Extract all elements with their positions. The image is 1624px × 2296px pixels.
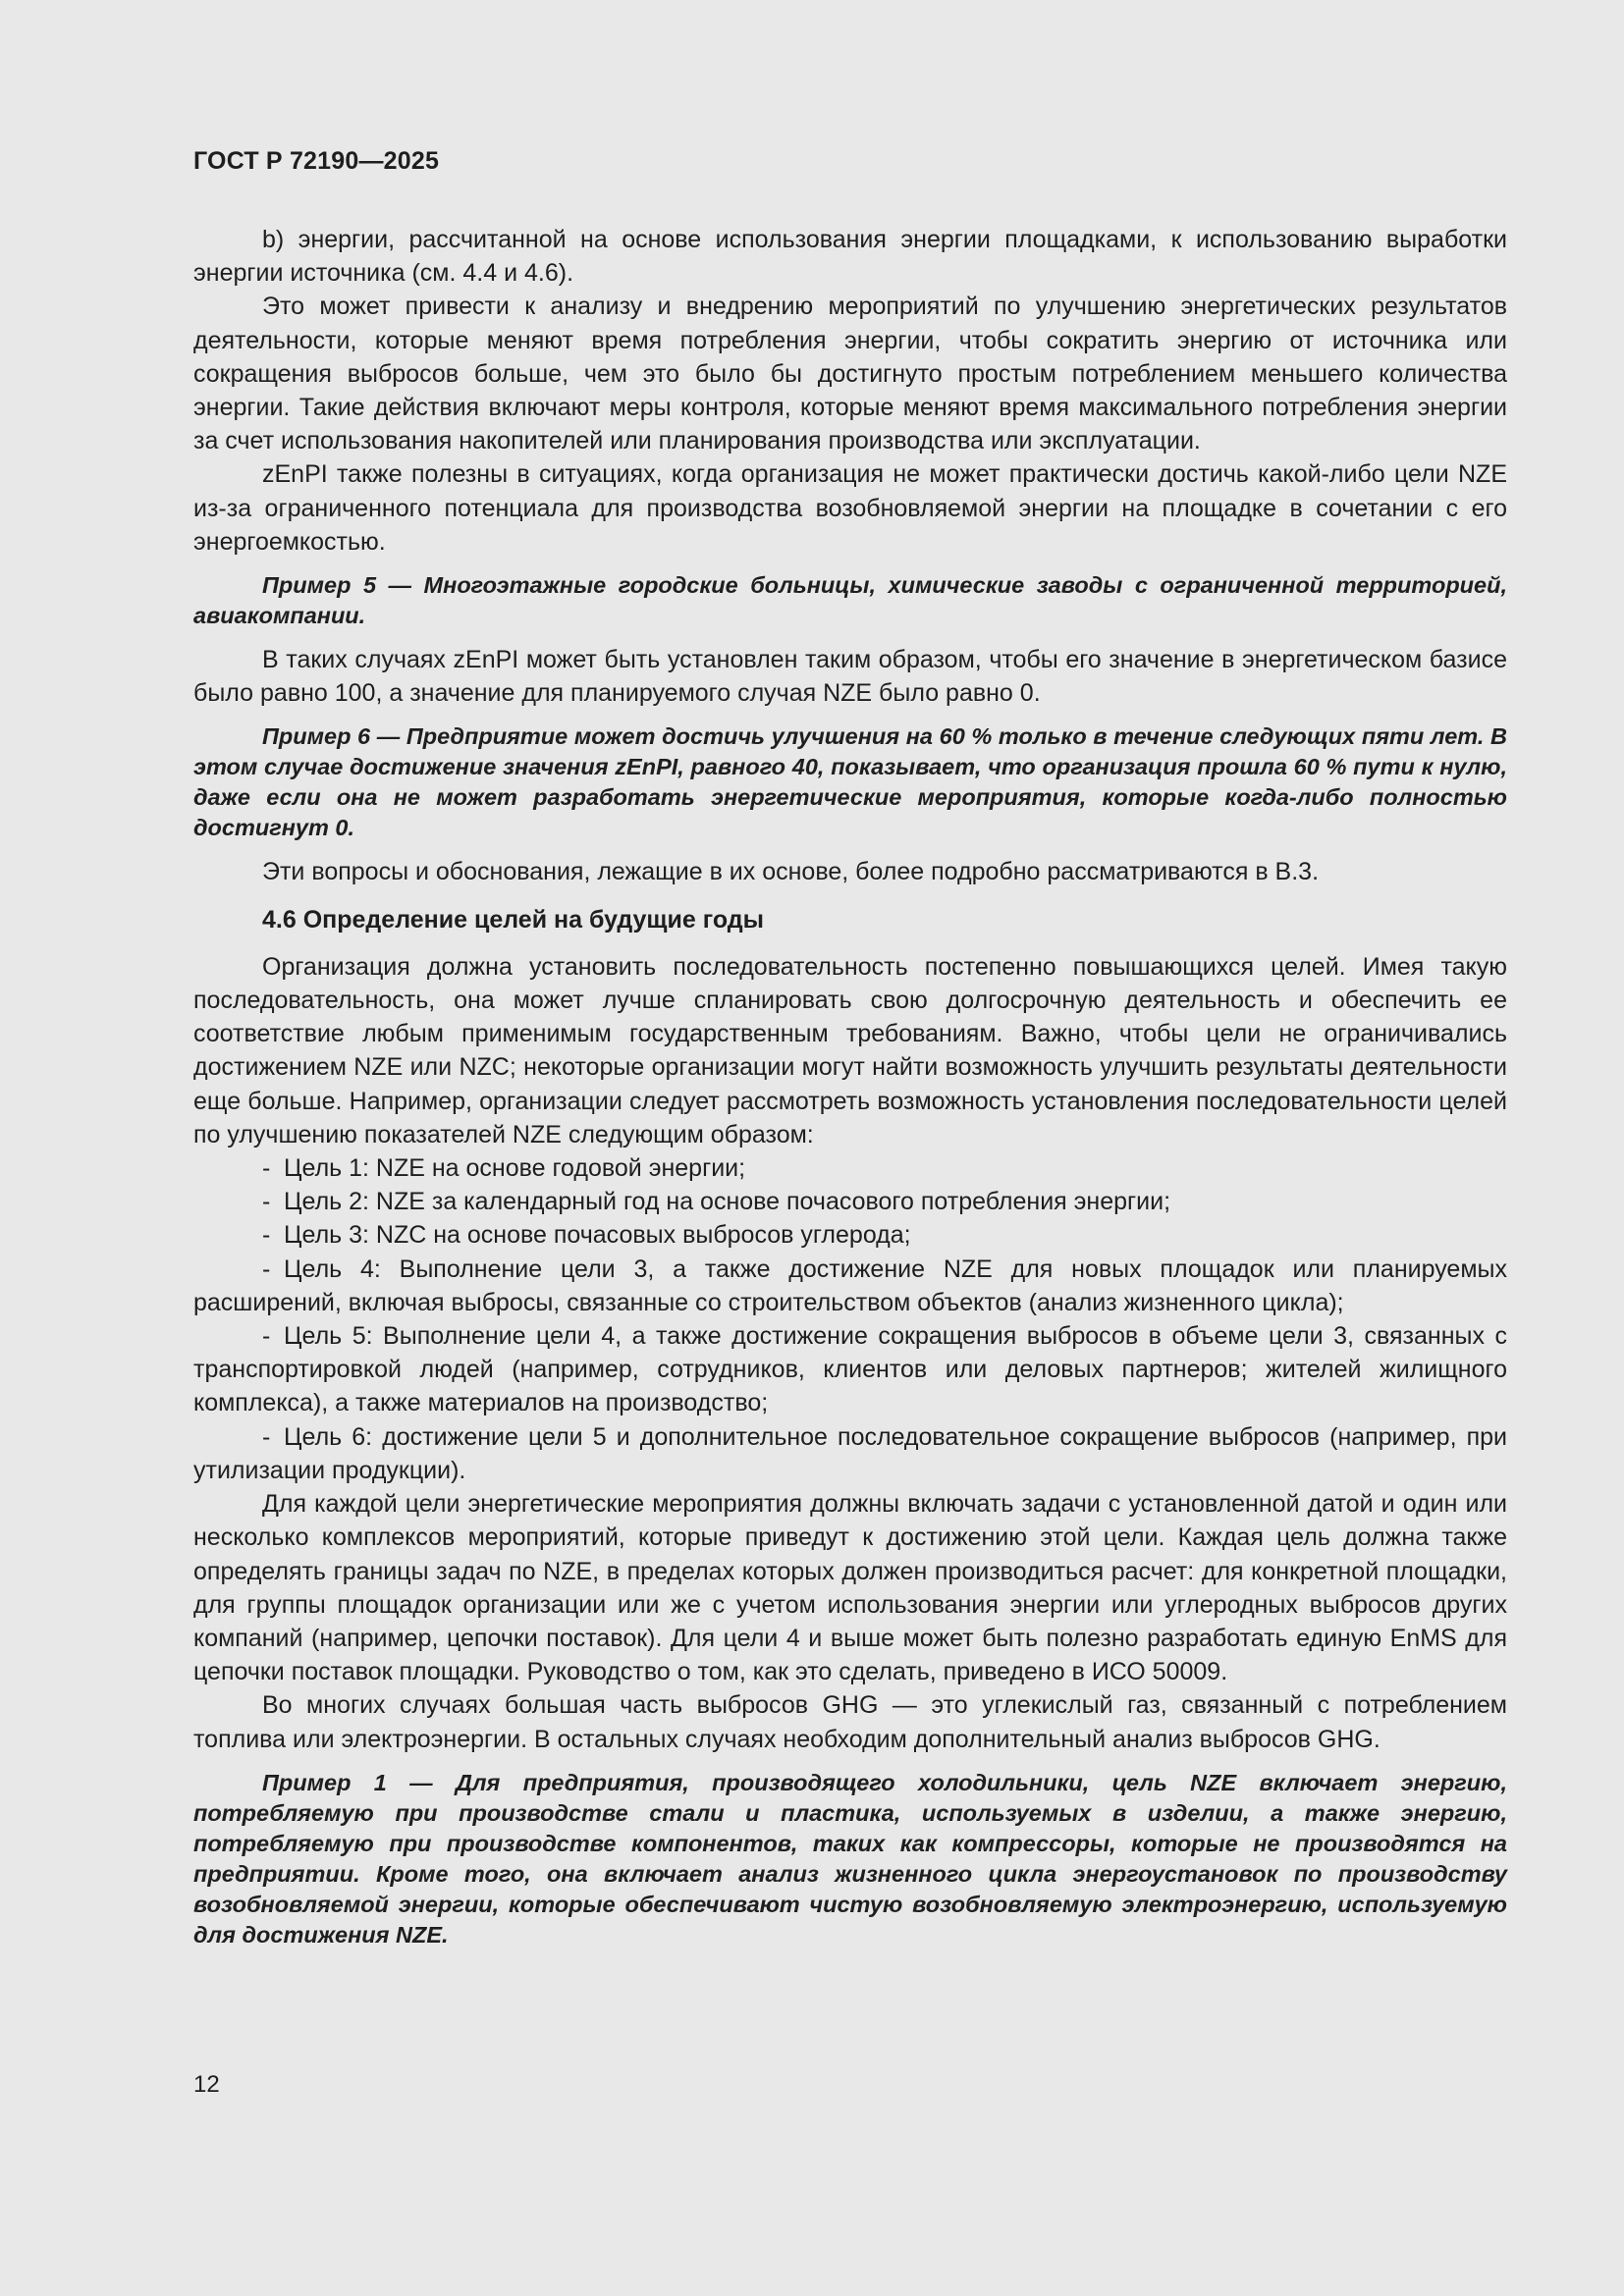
goal-text: Цель 2: NZE за календарный год на основе почасового потребления энергии; xyxy=(284,1188,1171,1216)
example-6-note: Пример 6 — Предприятие может достичь улучшения на 60 % только в течение следующих пяти лет. В этом случае достижение значения zEnPI, равного 40, показывает, что организация прошла 60 % пути к нулю, даже если она не может разработать энергетические мероприятия, которые когда-либо полностью достигнут 0. xyxy=(193,723,1507,841)
list-item-goal-2 xyxy=(193,1185,1507,1218)
page-number: 12 xyxy=(193,2071,220,2098)
paragraph-goal-sequence: Организация должна установить последовательность постепенно повышающихся целей. Имея такую последовательность, она может лучше спланировать свою долгосрочную деятельность и обеспечить ее соответствие любым применимым государственным требованиям. Важно, чтобы цели не ограничивались достижением NZE или NZC; некоторые организации могут найти возможность улучшить результаты деятельности еще больше. Например, организации следует рассмотреть возможность установления последовательности целей по улучшению показателей NZE следующим образом: xyxy=(193,952,1507,1148)
list-item-goal-4 xyxy=(193,1253,1507,1319)
paragraph-zenpi-baseline: В таких случаях zEnPI может быть установлен таким образом, чтобы его значение в энергетическом базисе было равно 100, а значение для планируемого случая NZE было равно 0. xyxy=(193,646,1507,708)
paragraph-goal-boundaries: Для каждой цели энергетические мероприятия должны включать задачи с установленной датой и один или несколько комплексов мероприятий, которые приведут к достижению этой цели. Каждая цель должна также определять границы задач по NZE, в пределах которых должен производиться расчет: для конкретной площадки, для группы площадок организации или же с учетом использования энергии или углеродных выбросов других компаний (например, цепочки поставок). Для цели 4 и выше может быть полезно разработать единую EnMS для цепочки поставок площадки. Руководство о том, как это сделать, приведено в ИСО 50009. xyxy=(193,1490,1507,1686)
standard-header: ГОСТ Р 72190—2025 xyxy=(193,147,440,175)
list-dash: - xyxy=(262,1188,271,1216)
example-5-note: Пример 5 — Многоэтажные городские больницы, химические заводы с ограниченной территорией, авиакомпании. xyxy=(193,572,1507,629)
list-item-goal-3 xyxy=(193,1218,1507,1252)
goal-text: Цель 3: NZC на основе почасовых выбросов углерода; xyxy=(284,1221,911,1250)
section-heading-4-6: 4.6 Определение целей на будущие годы xyxy=(262,905,764,934)
example-1-note: Пример 1 — Для предприятия, производящего холодильники, цель NZE включает энергию, потребляемую при производстве стали и пластика, используемых в изделии, а также энергию, потребляемую при производстве компонентов, таких как компрессоры, которые не производятся на предприятии. Кроме того, она включает анализ жизненного цикла энергоустановок по производству возобновляемой энергии, которые обеспечивают чистую возобновляемую электроэнергию, используемую для достижения NZE. xyxy=(193,1769,1507,1948)
paragraph-analysis: Это может привести к анализу и внедрению мероприятий по улучшению энергетических результатов деятельности, которые меняют время потребления энергии, чтобы сократить энергию от источника или сокращения выбросов больше, чем это было бы достигнуто простым потреблением меньшего количества энергии. Такие действия включают меры контроля, которые меняют время максимального потребления энергии за счет использования накопителей или планирования производства или эксплуатации. xyxy=(193,293,1507,455)
paragraph-ghg-emissions: Во многих случаях большая часть выбросов GHG — это углекислый газ, связанный с потреблением топлива или электроэнергии. В остальных случаях необходим дополнительный анализ выбросов GHG. xyxy=(193,1691,1507,1753)
page-content xyxy=(193,223,1507,1962)
list-item-goal-6 xyxy=(193,1420,1507,1487)
paragraph-b-item: b) энергии, рассчитанной на основе использования энергии площадками, к использованию выработки энергии источника (см. 4.4 и 4.6). xyxy=(193,226,1507,288)
paragraph-reference-b3: Эти вопросы и обоснования, лежащие в их основе, более подробно рассматриваются в B.3. xyxy=(262,858,1320,886)
goal-text: Цель 1: NZE на основе годовой энергии; xyxy=(284,1154,746,1183)
list-item-goal-5 xyxy=(193,1319,1507,1420)
list-dash: - xyxy=(262,1322,271,1351)
list-dash: - xyxy=(262,1221,271,1250)
list-dash: - xyxy=(262,1422,271,1451)
goal-text: Цель 4: Выполнение цели 3, а также достижение NZE для новых площадок или планируемых расширений, включая выбросы, связанные со строительством объектов (анализ жизненного цикла); xyxy=(193,1255,1507,1316)
list-dash: - xyxy=(262,1154,271,1183)
list-item-goal-1 xyxy=(193,1151,1507,1185)
list-dash: - xyxy=(262,1255,271,1283)
goal-text: Цель 6: достижение цели 5 и дополнительное последовательное сокращение выбросов (например, при утилизации продукции). xyxy=(193,1422,1507,1484)
goal-text: Цель 5: Выполнение цели 4, а также достижение сокращения выбросов в объеме цели 3, связанных с транспортировкой людей (например, сотрудников, клиентов или деловых партнеров; жителей жилищного комплекса), а также материалов на производство; xyxy=(193,1322,1507,1417)
paragraph-zenpi: zEnPI также полезны в ситуациях, когда организация не может практически достичь какой-либо цели NZE из-за ограниченного потенциала для производства возобновляемой энергии на площадке в сочетании с его энергоемкостью. xyxy=(193,460,1507,556)
